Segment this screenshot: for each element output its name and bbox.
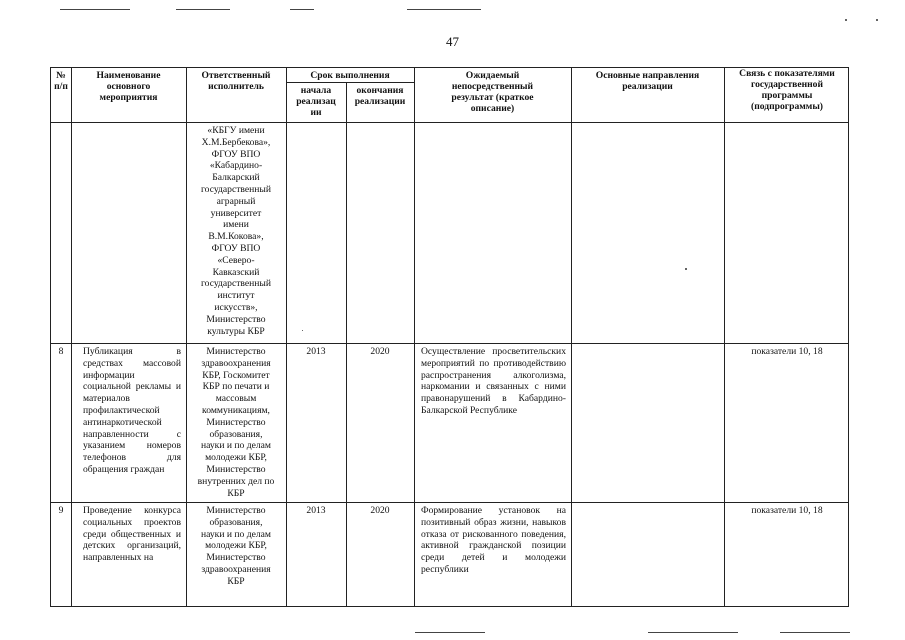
grid-line [286,82,414,83]
grid-line [571,68,572,607]
header-directions: Основные направления реализации [595,70,700,92]
scan-speck [876,19,878,21]
expected-result-cell: Формирование установок на позитивный образ жизни, навыков отказа от рискованного поведения, активной гражданской позиции среди детей и молодежи республики [421,505,566,575]
start-year-cell: 2013 [306,505,326,516]
scan-line-artifact [780,632,850,633]
header-indicators-link: Связь с показателями государственной программы (подпрограммы) [739,68,835,112]
measure-name-cell: Публикация в средствах массовой информации социальной рекламы и материалов профилактической антинаркотической направленности с указанием номеров телефонов для обращения граждан [83,346,181,475]
end-year-cell: 2020 [370,505,390,516]
grid-line [414,68,415,607]
grid-line [724,68,725,607]
header-number: № п/п [54,70,68,92]
scan-line-artifact [60,9,130,10]
measures-table [50,67,849,607]
scan-line-artifact [407,9,481,10]
header-expected-result: Ожидаемый непосредственный результат (краткое описание) [451,70,534,114]
grid-line [51,343,849,344]
header-term-start: начала реализац ии [296,85,336,118]
grid-line [51,502,849,503]
grid-line [71,68,72,607]
grid-line [346,82,347,607]
header-executor: Ответственный исполнитель [201,70,271,92]
row-number: 9 [58,505,64,516]
scan-line-artifact [648,632,738,633]
scan-speck [302,330,303,331]
scan-line-artifact [415,632,485,633]
grid-line [51,122,849,123]
scan-line-artifact [290,9,314,10]
expected-result-cell: Осуществление просветительских мероприятий по противодействию распространения алкоголизма, наркомании и связанных с ними правонарушений в Кабардино-Балкарской Республике [421,346,566,416]
indicators-link-cell: показатели 10, 18 [751,505,823,516]
indicators-link-cell: показатели 10, 18 [751,346,823,357]
page-number: 47 [446,34,459,49]
scan-speck [685,268,687,270]
scan-line-artifact [176,9,230,10]
measure-name-cell: Проведение конкурса социальных проектов среди общественных и детских организаций, направленных на [83,505,181,564]
header-measure-name: Наименование основного мероприятия [96,70,161,103]
header-term: Срок выполнения [310,70,390,81]
executor-cell: Министерство здравоохранения КБР, Госкомитет КБР по печати и массовым коммуникациям, Министерство образования, науки и по делам молодежи КБР, Министерство внутренних дел по КБР [197,346,275,499]
start-year-cell: 2013 [306,346,326,357]
scan-speck [845,19,847,21]
executor-cell-continued: «КБГУ имени Х.М.Бербекова», ФГОУ ВПО «Кабардино- Балкарский государственный аграрный университет имени В.М.Кокова», ФГОУ ВПО «Северо- Кавказский государственный институт искусств», Министерство культуры КБР [200,125,272,337]
header-term-end: окончания реализации [354,85,406,107]
end-year-cell: 2020 [370,346,390,357]
executor-cell: Министерство образования, науки и по делам молодежи КБР, Министерство здравоохранения КБР [200,505,271,587]
row-number: 8 [58,346,64,357]
grid-line [286,68,287,607]
